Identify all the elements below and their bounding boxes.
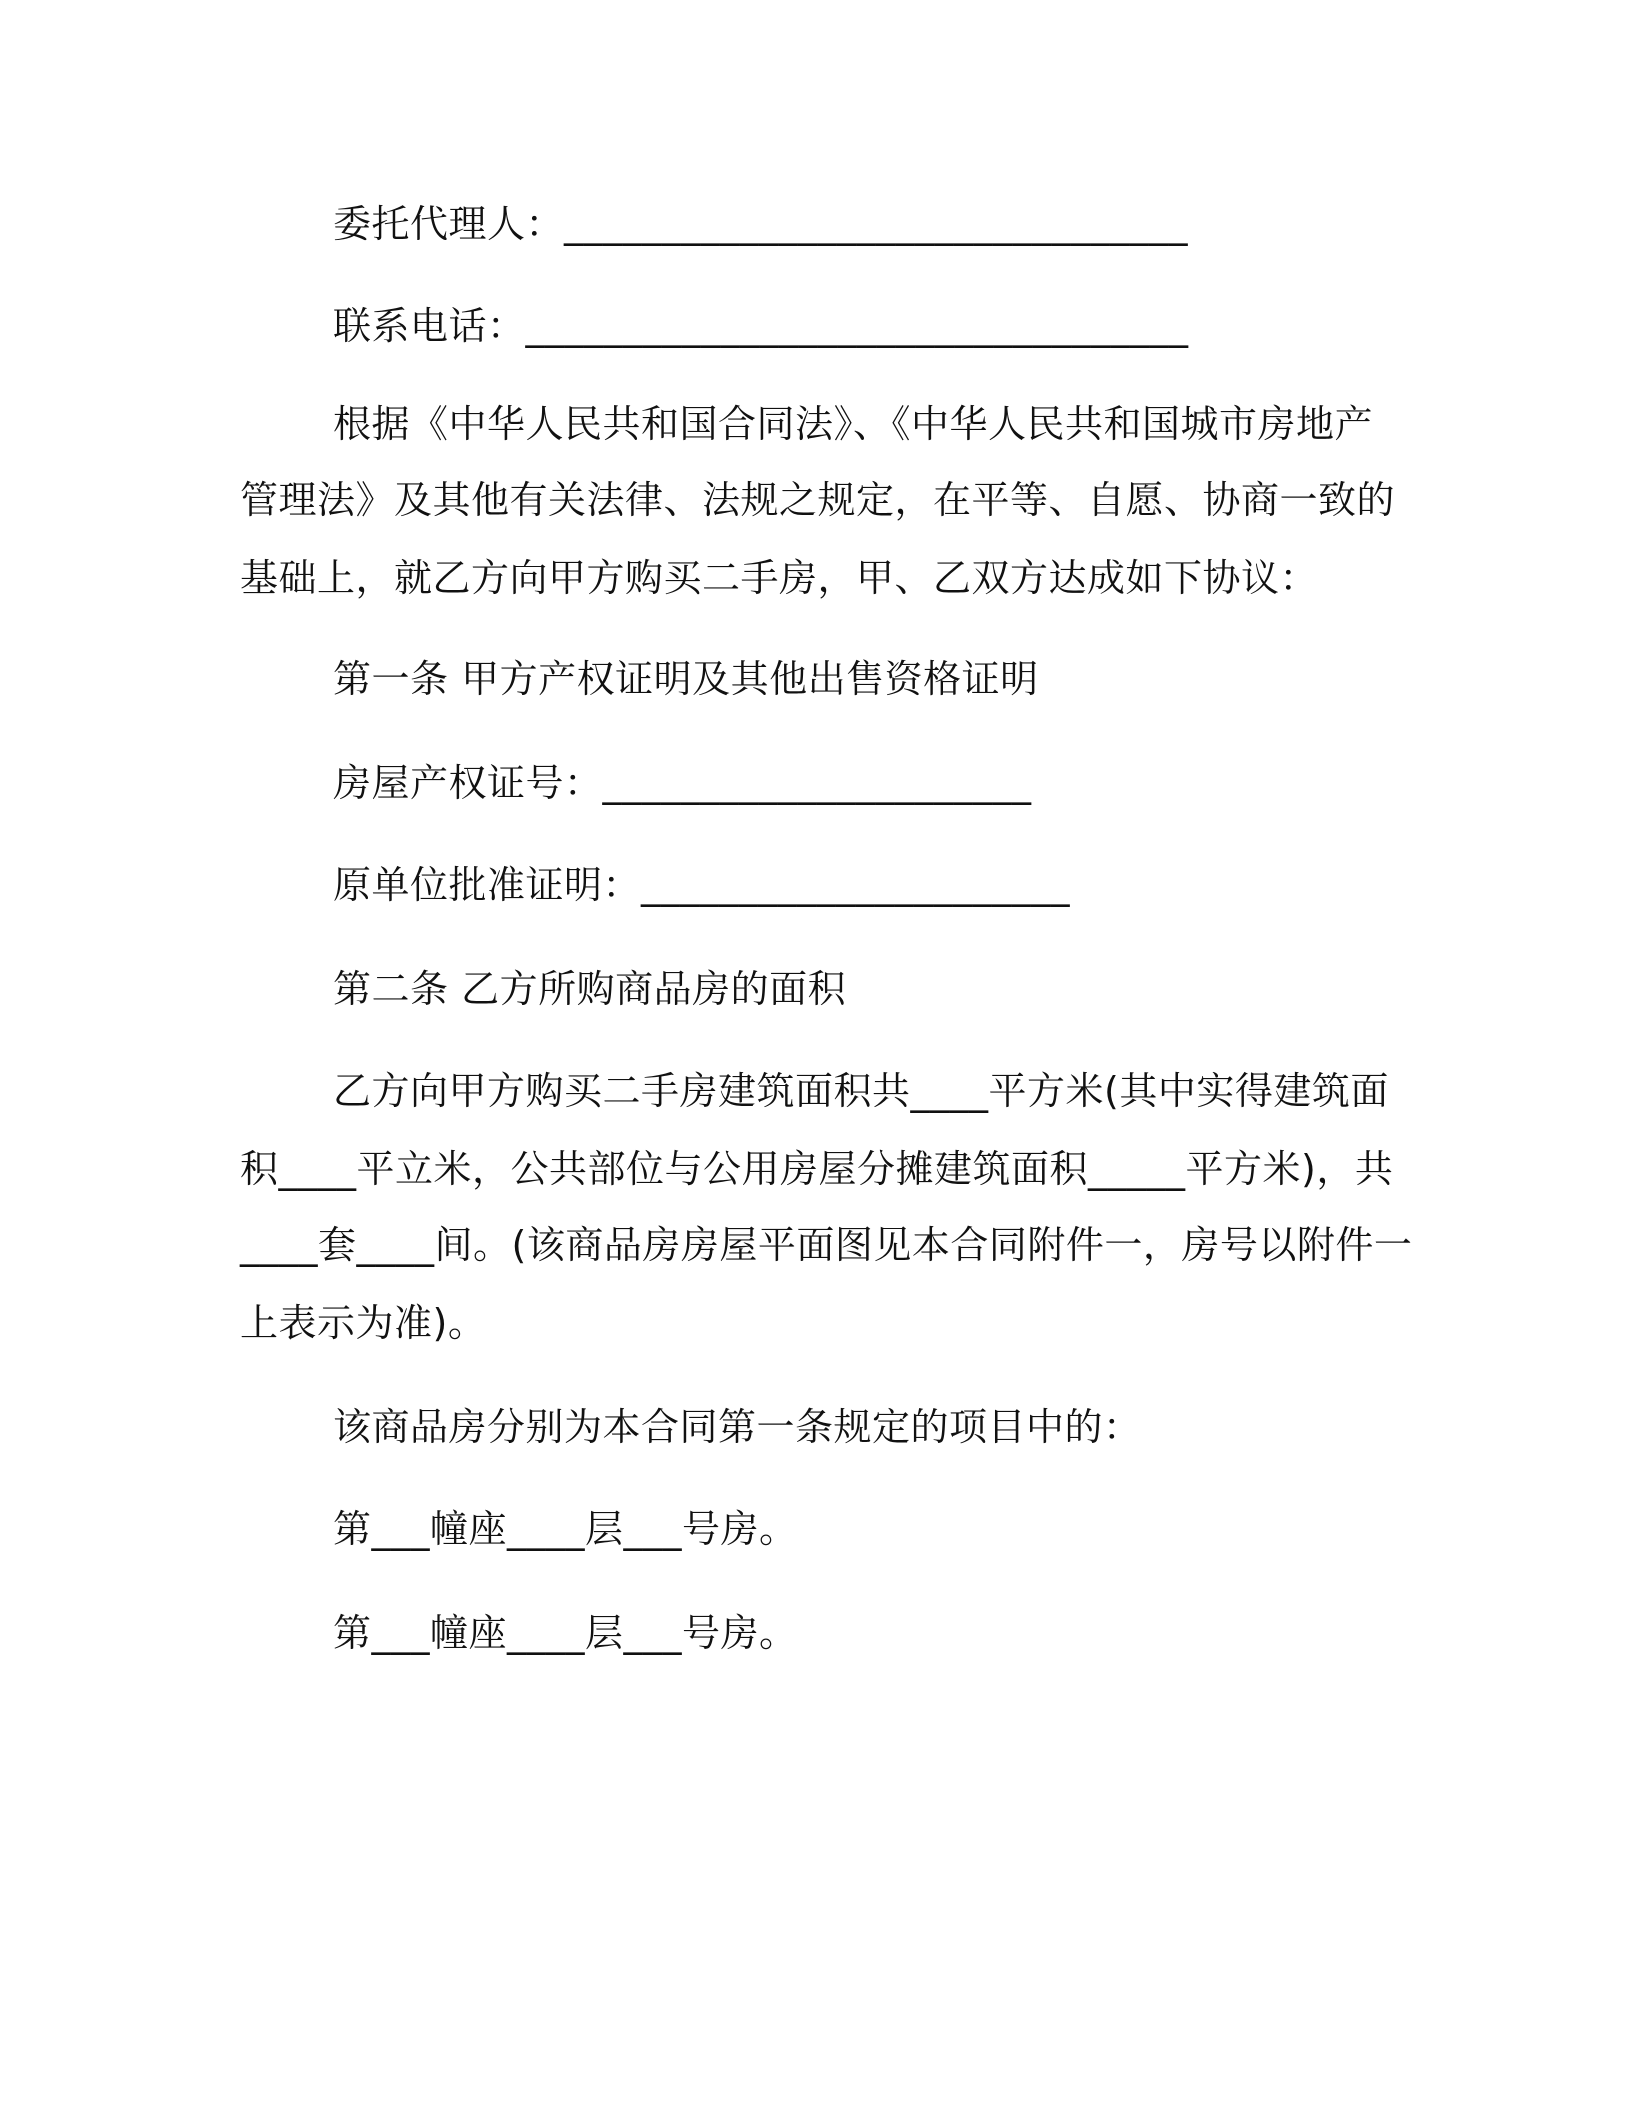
area-paragraph-line-2: 积____平立米，公共部位与公用房屋分摊建筑面积_____平方米)，共 — [240, 1147, 1394, 1191]
property-cert-field-line: 房屋产权证号：______________________ — [333, 761, 1032, 805]
article-2-heading: 第二条 乙方所购商品房的面积 — [333, 967, 847, 1011]
preamble-line-3: 基础上，就乙方向甲方购买二手房，甲、乙双方达成如下协议： — [240, 556, 1319, 600]
unit-line-1: 第___幢座____层___号房。 — [333, 1507, 798, 1551]
agent-field-line: 委托代理人：________________________________ — [333, 202, 1189, 246]
article-1-heading: 第一条 甲方产权证明及其他出售资格证明 — [333, 657, 1039, 701]
phone-field-line: 联系电话：__________________________________ — [333, 304, 1189, 348]
area-paragraph-line-4: 上表示为准)。 — [240, 1301, 487, 1345]
preamble-line-2: 管理法》及其他有关法律、法规之规定，在平等、自愿、协商一致的 — [240, 478, 1396, 522]
area-paragraph-line-1: 乙方向甲方购买二手房建筑面积共____平方米(其中实得建筑面 — [333, 1069, 1389, 1113]
preamble-line-1: 根据《中华人民共和国合同法》、《中华人民共和国城市房地产 — [333, 402, 1374, 446]
area-paragraph-line-3: ____套____间。(该商品房房屋平面图见本合同附件一，房号以附件一 — [240, 1223, 1413, 1267]
units-intro-line: 该商品房分别为本合同第一条规定的项目中的： — [333, 1405, 1142, 1449]
unit-line-2: 第___幢座____层___号房。 — [333, 1611, 798, 1655]
approval-cert-field-line: 原单位批准证明：______________________ — [333, 863, 1071, 907]
